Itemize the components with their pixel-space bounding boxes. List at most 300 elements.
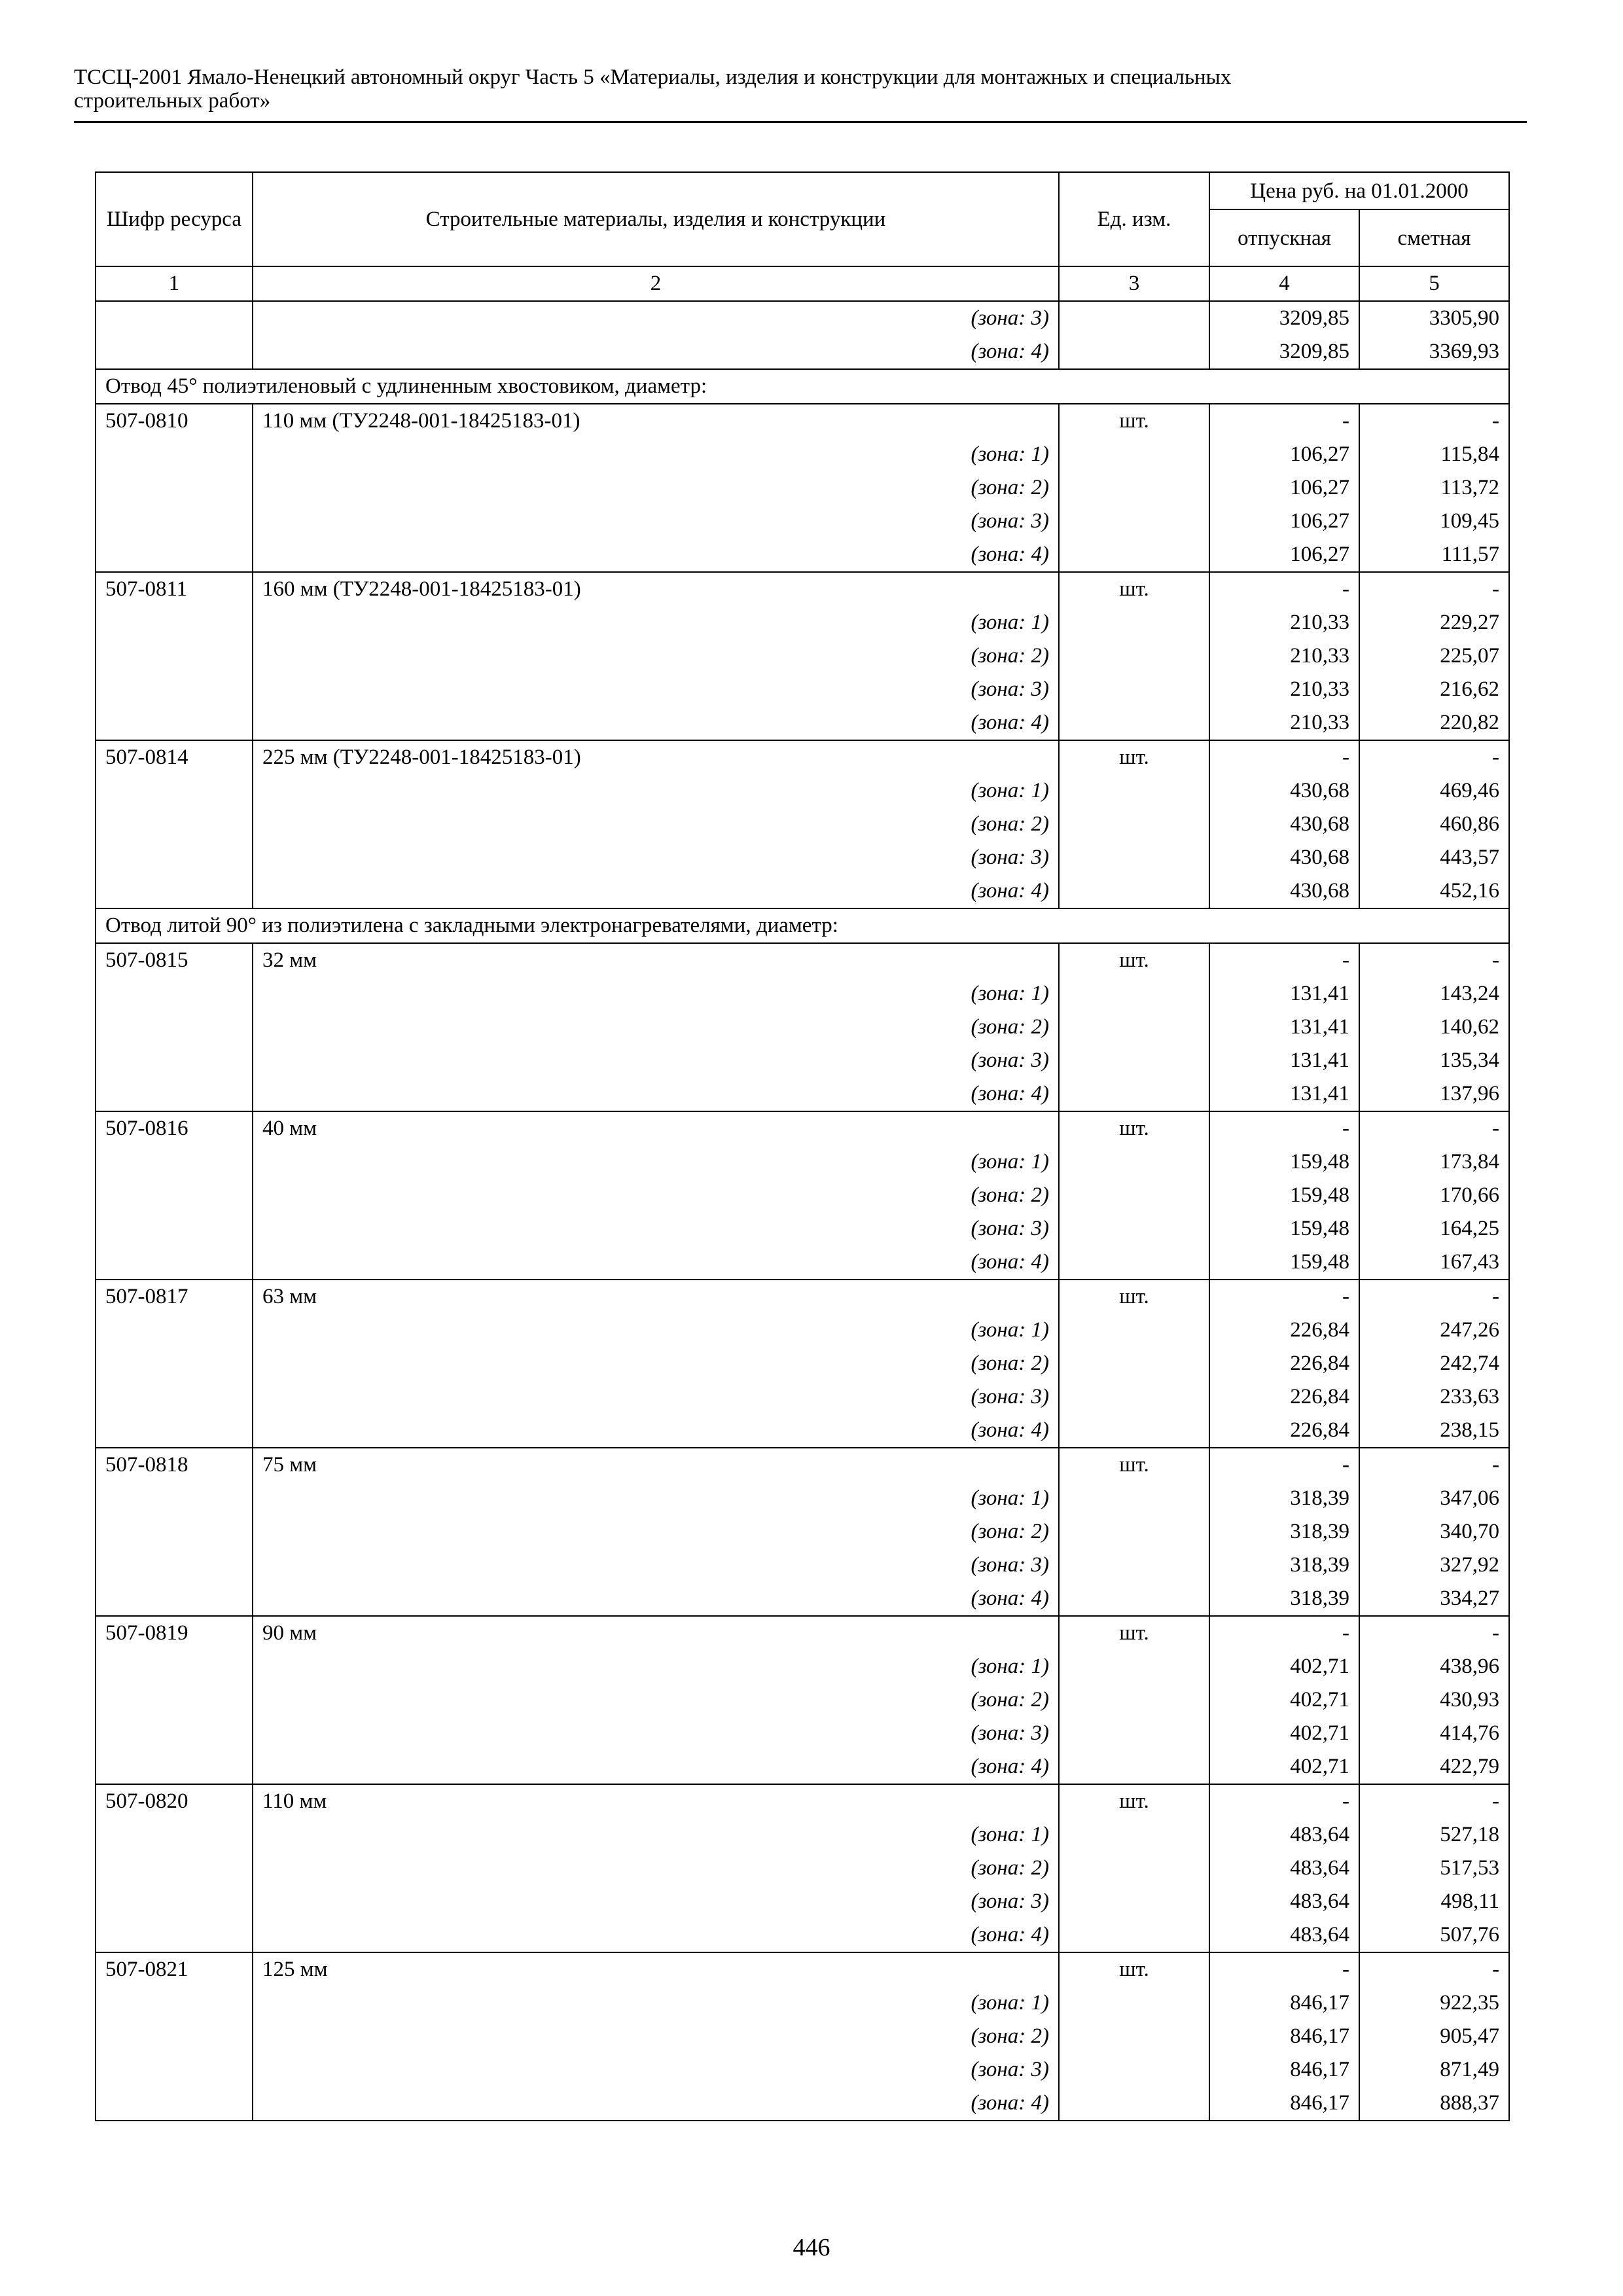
unit-cell	[1059, 1683, 1209, 1717]
table-row	[96, 841, 1509, 874]
table-row	[96, 1077, 1509, 1111]
unit-cell	[1059, 808, 1209, 841]
zone-label: (зона: 2)	[253, 808, 1059, 841]
estimate-price: 220,82	[1359, 706, 1509, 740]
unit-cell	[1059, 774, 1209, 808]
table-row	[96, 1380, 1509, 1414]
release-price: 483,64	[1209, 1918, 1359, 1952]
zone-label: (зона: 4)	[253, 1750, 1059, 1784]
code-cell	[96, 1077, 253, 1111]
unit-cell	[1059, 1852, 1209, 1885]
table-row	[96, 1818, 1509, 1852]
estimate-price: 414,76	[1359, 1717, 1509, 1750]
item-unit: шт.	[1059, 1616, 1209, 1650]
zone-label: (зона: 3)	[253, 1380, 1059, 1414]
item-size: 110 мм	[253, 1784, 1059, 1818]
table-row	[96, 2087, 1509, 2121]
unit-cell	[1059, 438, 1209, 471]
zone-label: (зона: 3)	[253, 1549, 1059, 1582]
item-unit: шт.	[1059, 572, 1209, 606]
estimate-price: 905,47	[1359, 2020, 1509, 2053]
code-cell	[96, 874, 253, 908]
estimate-price: 430,93	[1359, 1683, 1509, 1717]
release-price: 131,41	[1209, 1077, 1359, 1111]
code-cell	[96, 977, 253, 1011]
code-cell	[96, 706, 253, 740]
release-price: 210,33	[1209, 606, 1359, 639]
item-unit: шт.	[1059, 1784, 1209, 1818]
zone-label: (зона: 1)	[253, 1986, 1059, 2020]
item-unit: шт.	[1059, 1111, 1209, 1145]
table-row	[96, 404, 1509, 438]
table-row	[96, 538, 1509, 572]
unit-cell	[1059, 301, 1209, 335]
item-size: 225 мм (ТУ2248-001-18425183-01)	[253, 740, 1059, 774]
header-line-1: ТССЦ-2001 Ямало-Ненецкий автономный округ Часть 5 «Материалы, изделия и конструкции для монтажных и специальных	[74, 65, 1232, 89]
unit-cell	[1059, 1347, 1209, 1380]
release-price: 430,68	[1209, 774, 1359, 808]
table-row	[96, 1852, 1509, 1885]
release-price: 3209,85	[1209, 301, 1359, 335]
estimate-price: 871,49	[1359, 2053, 1509, 2087]
zone-label: (зона: 2)	[253, 1179, 1059, 1212]
release-price: 210,33	[1209, 706, 1359, 740]
table-row	[96, 908, 1509, 943]
code-cell	[96, 505, 253, 538]
code-cell	[96, 1145, 253, 1179]
unit-cell	[1059, 606, 1209, 639]
release-price: 402,71	[1209, 1717, 1359, 1750]
zone-label: (зона: 3)	[253, 1885, 1059, 1918]
group-title: Отвод литой 90° из полиэтилена с закладными электронагревателями, диаметр:	[96, 908, 1509, 943]
zone-label: (зона: 3)	[253, 505, 1059, 538]
col-number: 2	[253, 266, 1059, 301]
zone-label: (зона: 2)	[253, 1011, 1059, 1044]
table-row	[96, 2053, 1509, 2087]
zone-label: (зона: 1)	[253, 1482, 1059, 1515]
estimate-price: 460,86	[1359, 808, 1509, 841]
unit-cell	[1059, 471, 1209, 505]
unit-cell	[1059, 2020, 1209, 2053]
estimate-price: 242,74	[1359, 1347, 1509, 1380]
col-header-code: Шифр ресурса	[96, 172, 253, 266]
table-row	[96, 1448, 1509, 1482]
code-cell	[96, 1683, 253, 1717]
resource-code: 507-0821	[96, 1952, 253, 1986]
release-price: 159,48	[1209, 1145, 1359, 1179]
estimate-price: 140,62	[1359, 1011, 1509, 1044]
release-price: 402,71	[1209, 1650, 1359, 1683]
estimate-price: 170,66	[1359, 1179, 1509, 1212]
estimate-price: 922,35	[1359, 1986, 1509, 2020]
estimate-price: 340,70	[1359, 1515, 1509, 1549]
resource-code: 507-0815	[96, 943, 253, 977]
release-price: 131,41	[1209, 1044, 1359, 1077]
col-header-price: Цена руб. на 01.01.2000	[1209, 172, 1509, 209]
zone-label: (зона: 4)	[253, 1918, 1059, 1952]
unit-cell	[1059, 538, 1209, 572]
code-cell	[96, 1515, 253, 1549]
zone-label: (зона: 2)	[253, 1852, 1059, 1885]
unit-cell	[1059, 1818, 1209, 1852]
table-row	[96, 1549, 1509, 1582]
zone-label: (зона: 3)	[253, 1212, 1059, 1246]
zone-label: (зона: 4)	[253, 1077, 1059, 1111]
table-row	[96, 1414, 1509, 1448]
release-price: 846,17	[1209, 1986, 1359, 2020]
unit-cell	[1059, 1918, 1209, 1952]
table-row	[96, 1212, 1509, 1246]
estimate-price: 507,76	[1359, 1918, 1509, 1952]
item-size: 75 мм	[253, 1448, 1059, 1482]
release-price: 159,48	[1209, 1179, 1359, 1212]
release-price: 430,68	[1209, 874, 1359, 908]
estimate-price: 247,26	[1359, 1314, 1509, 1347]
estimate-price: -	[1359, 1952, 1509, 1986]
zone-label: (зона: 4)	[253, 2087, 1059, 2121]
zone-label: (зона: 1)	[253, 1650, 1059, 1683]
unit-cell	[1059, 1482, 1209, 1515]
unit-cell	[1059, 1717, 1209, 1750]
unit-cell	[1059, 1986, 1209, 2020]
col-header-release: отпускная	[1209, 209, 1359, 266]
zone-label: (зона: 3)	[253, 1717, 1059, 1750]
estimate-price: 111,57	[1359, 538, 1509, 572]
table-row	[96, 1750, 1509, 1784]
table-row	[96, 471, 1509, 505]
table-row	[96, 774, 1509, 808]
table-row	[96, 1515, 1509, 1549]
estimate-price: -	[1359, 1280, 1509, 1314]
col-header-name: Строительные материалы, изделия и конструкции	[253, 172, 1059, 266]
table-row	[96, 1650, 1509, 1683]
item-size: 63 мм	[253, 1280, 1059, 1314]
zone-label: (зона: 1)	[253, 977, 1059, 1011]
table-row	[96, 977, 1509, 1011]
release-price: 106,27	[1209, 471, 1359, 505]
table-row	[96, 505, 1509, 538]
unit-cell	[1059, 1515, 1209, 1549]
zone-label: (зона: 1)	[253, 774, 1059, 808]
estimate-price: 229,27	[1359, 606, 1509, 639]
estimate-price: 3369,93	[1359, 335, 1509, 369]
zone-label: (зона: 1)	[253, 1145, 1059, 1179]
table-row	[96, 1582, 1509, 1616]
code-cell	[96, 1852, 253, 1885]
table-row	[96, 1918, 1509, 1952]
unit-cell	[1059, 1314, 1209, 1347]
table-row	[96, 335, 1509, 369]
zone-label: (зона: 2)	[253, 1683, 1059, 1717]
col-header-estimate: сметная	[1359, 209, 1509, 266]
table-row	[96, 1179, 1509, 1212]
zone-label: (зона: 1)	[253, 438, 1059, 471]
zone-label: (зона: 4)	[253, 538, 1059, 572]
zone-label: (зона: 3)	[253, 673, 1059, 706]
code-cell	[96, 2087, 253, 2121]
zone-label: (зона: 4)	[253, 1246, 1059, 1280]
unit-cell	[1059, 1650, 1209, 1683]
item-size: 110 мм (ТУ2248-001-18425183-01)	[253, 404, 1059, 438]
estimate-price: 225,07	[1359, 639, 1509, 673]
estimate-price: -	[1359, 943, 1509, 977]
price-table	[95, 171, 1510, 2121]
zone-label: (зона: 2)	[253, 471, 1059, 505]
estimate-price: 422,79	[1359, 1750, 1509, 1784]
estimate-price: -	[1359, 1784, 1509, 1818]
release-price: 846,17	[1209, 2087, 1359, 2121]
estimate-price: 452,16	[1359, 874, 1509, 908]
release-price: 106,27	[1209, 538, 1359, 572]
estimate-price: 443,57	[1359, 841, 1509, 874]
release-price: -	[1209, 740, 1359, 774]
unit-cell	[1059, 1179, 1209, 1212]
estimate-price: 135,34	[1359, 1044, 1509, 1077]
release-price: 226,84	[1209, 1414, 1359, 1448]
unit-cell	[1059, 505, 1209, 538]
table-row	[96, 1347, 1509, 1380]
estimate-price: 216,62	[1359, 673, 1509, 706]
release-price: -	[1209, 404, 1359, 438]
code-cell	[96, 1750, 253, 1784]
unit-cell	[1059, 639, 1209, 673]
table-row	[96, 438, 1509, 471]
code-cell	[96, 1918, 253, 1952]
unit-cell	[1059, 673, 1209, 706]
unit-cell	[1059, 2087, 1209, 2121]
estimate-price: 137,96	[1359, 1077, 1509, 1111]
unit-cell	[1059, 1145, 1209, 1179]
unit-cell	[1059, 335, 1209, 369]
code-cell	[96, 1179, 253, 1212]
code-cell	[96, 774, 253, 808]
col-header-unit: Ед. изм.	[1059, 172, 1209, 266]
unit-cell	[1059, 1246, 1209, 1280]
code-cell	[96, 606, 253, 639]
table-row	[96, 1246, 1509, 1280]
table-row	[96, 639, 1509, 673]
code-cell	[96, 2053, 253, 2087]
table-row	[96, 369, 1509, 404]
page-number: 446	[793, 2234, 830, 2261]
resource-code: 507-0814	[96, 740, 253, 774]
table-row	[96, 1314, 1509, 1347]
release-price: -	[1209, 943, 1359, 977]
estimate-price: 438,96	[1359, 1650, 1509, 1683]
col-number: 1	[96, 266, 253, 301]
release-price: 159,48	[1209, 1212, 1359, 1246]
zone-label: (зона: 2)	[253, 1515, 1059, 1549]
table-row	[96, 1717, 1509, 1750]
unit-cell	[1059, 1044, 1209, 1077]
estimate-price: -	[1359, 1111, 1509, 1145]
code-cell	[96, 1414, 253, 1448]
estimate-price: -	[1359, 404, 1509, 438]
unit-cell	[1059, 1077, 1209, 1111]
estimate-price: -	[1359, 572, 1509, 606]
release-price: -	[1209, 1616, 1359, 1650]
item-unit: шт.	[1059, 1952, 1209, 1986]
item-unit: шт.	[1059, 1448, 1209, 1482]
zone-label: (зона: 4)	[253, 874, 1059, 908]
estimate-price: 527,18	[1359, 1818, 1509, 1852]
estimate-price: -	[1359, 1448, 1509, 1482]
zone-label: (зона: 3)	[253, 1044, 1059, 1077]
release-price: 483,64	[1209, 1852, 1359, 1885]
release-price: -	[1209, 572, 1359, 606]
table-row	[96, 1616, 1509, 1650]
release-price: 318,39	[1209, 1549, 1359, 1582]
code-cell	[96, 1482, 253, 1515]
release-price: 402,71	[1209, 1683, 1359, 1717]
zone-label: (зона: 4)	[253, 1582, 1059, 1616]
col-number: 4	[1209, 266, 1359, 301]
code-cell	[96, 1314, 253, 1347]
unit-cell	[1059, 1380, 1209, 1414]
release-price: 318,39	[1209, 1515, 1359, 1549]
unit-cell	[1059, 874, 1209, 908]
table-row	[96, 1952, 1509, 1986]
resource-code: 507-0817	[96, 1280, 253, 1314]
code-cell	[96, 438, 253, 471]
resource-code: 507-0816	[96, 1111, 253, 1145]
item-size: 40 мм	[253, 1111, 1059, 1145]
item-size: 125 мм	[253, 1952, 1059, 1986]
release-price: 402,71	[1209, 1750, 1359, 1784]
zone-label: (зона: 3)	[253, 841, 1059, 874]
release-price: 106,27	[1209, 438, 1359, 471]
column-number-row	[96, 266, 1509, 301]
table-row	[96, 1784, 1509, 1818]
unit-cell	[1059, 1011, 1209, 1044]
unit-cell	[1059, 1414, 1209, 1448]
unit-cell	[1059, 841, 1209, 874]
release-price: 318,39	[1209, 1482, 1359, 1515]
table-row	[96, 706, 1509, 740]
code-cell	[96, 1582, 253, 1616]
code-cell	[96, 1818, 253, 1852]
estimate-price: 3305,90	[1359, 301, 1509, 335]
unit-cell	[1059, 2053, 1209, 2087]
zone-label: (зона: 2)	[253, 1347, 1059, 1380]
release-price: 430,68	[1209, 841, 1359, 874]
code-cell	[96, 1549, 253, 1582]
unit-cell	[1059, 1212, 1209, 1246]
estimate-price: 164,25	[1359, 1212, 1509, 1246]
document-header	[74, 65, 1527, 113]
code-cell	[96, 2020, 253, 2053]
release-price: 318,39	[1209, 1582, 1359, 1616]
estimate-price: 113,72	[1359, 471, 1509, 505]
table-body	[96, 301, 1509, 2121]
release-price: 226,84	[1209, 1380, 1359, 1414]
table-row	[96, 874, 1509, 908]
table-row	[96, 1145, 1509, 1179]
estimate-price: 109,45	[1359, 505, 1509, 538]
release-price: 131,41	[1209, 1011, 1359, 1044]
col-number: 5	[1359, 266, 1509, 301]
group-title: Отвод 45° полиэтиленовый с удлиненным хвостовиком, диаметр:	[96, 369, 1509, 404]
unit-cell	[1059, 977, 1209, 1011]
table-row	[96, 1482, 1509, 1515]
code-cell	[96, 1650, 253, 1683]
code-cell	[96, 808, 253, 841]
zone-label: (зона: 2)	[253, 2020, 1059, 2053]
unit-cell	[1059, 1582, 1209, 1616]
release-price: 131,41	[1209, 977, 1359, 1011]
release-price: -	[1209, 1784, 1359, 1818]
code-cell	[96, 841, 253, 874]
table-row	[96, 572, 1509, 606]
table-row	[96, 740, 1509, 774]
resource-code: 507-0818	[96, 1448, 253, 1482]
code-cell	[96, 1246, 253, 1280]
col-number: 3	[1059, 266, 1209, 301]
code-cell	[96, 335, 253, 369]
release-price: 483,64	[1209, 1818, 1359, 1852]
zone-label: (зона: 3)	[253, 2053, 1059, 2087]
estimate-price: 167,43	[1359, 1246, 1509, 1280]
estimate-price: 238,15	[1359, 1414, 1509, 1448]
unit-cell	[1059, 1885, 1209, 1918]
header-line-2: строительных работ»	[74, 89, 271, 113]
table-row	[96, 1986, 1509, 2020]
release-price: 226,84	[1209, 1347, 1359, 1380]
release-price: 210,33	[1209, 639, 1359, 673]
item-unit: шт.	[1059, 943, 1209, 977]
estimate-price: -	[1359, 740, 1509, 774]
code-cell	[96, 639, 253, 673]
table-row	[96, 2020, 1509, 2053]
item-unit: шт.	[1059, 404, 1209, 438]
table-row	[96, 943, 1509, 977]
table-row	[96, 673, 1509, 706]
resource-code: 507-0819	[96, 1616, 253, 1650]
zone-label: (зона: 4)	[253, 335, 1059, 369]
estimate-price: 327,92	[1359, 1549, 1509, 1582]
release-price: 846,17	[1209, 2053, 1359, 2087]
estimate-price: 334,27	[1359, 1582, 1509, 1616]
estimate-price: 469,46	[1359, 774, 1509, 808]
release-price: 226,84	[1209, 1314, 1359, 1347]
header-rule	[74, 121, 1527, 123]
item-size: 90 мм	[253, 1616, 1059, 1650]
table-row	[96, 1683, 1509, 1717]
estimate-price: 115,84	[1359, 438, 1509, 471]
item-size: 32 мм	[253, 943, 1059, 977]
unit-cell	[1059, 706, 1209, 740]
zone-label: (зона: 4)	[253, 1414, 1059, 1448]
table-row	[96, 606, 1509, 639]
estimate-price: 888,37	[1359, 2087, 1509, 2121]
estimate-price: 143,24	[1359, 977, 1509, 1011]
release-price: 210,33	[1209, 673, 1359, 706]
item-unit: шт.	[1059, 1280, 1209, 1314]
code-cell	[96, 471, 253, 505]
item-unit: шт.	[1059, 740, 1209, 774]
table-row	[96, 1111, 1509, 1145]
release-price: 159,48	[1209, 1246, 1359, 1280]
code-cell	[96, 301, 253, 335]
item-size: 160 мм (ТУ2248-001-18425183-01)	[253, 572, 1059, 606]
code-cell	[96, 1347, 253, 1380]
code-cell	[96, 1717, 253, 1750]
estimate-price: 173,84	[1359, 1145, 1509, 1179]
code-cell	[96, 1212, 253, 1246]
table-row	[96, 808, 1509, 841]
table-row	[96, 1885, 1509, 1918]
estimate-price: 498,11	[1359, 1885, 1509, 1918]
